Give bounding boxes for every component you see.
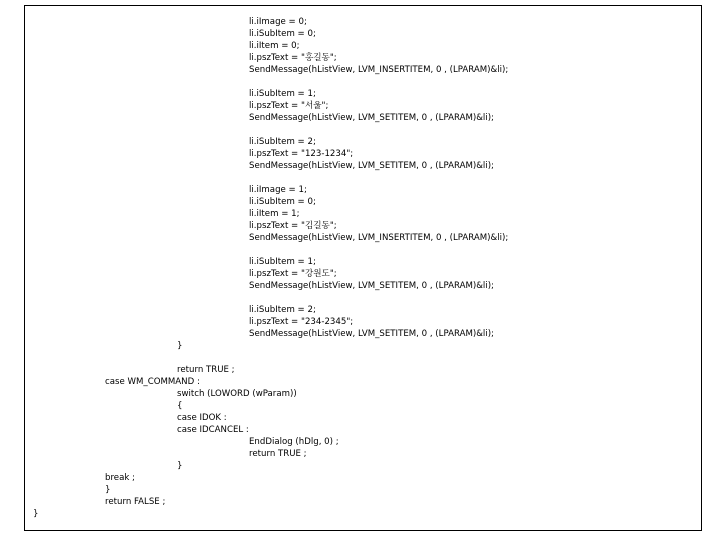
code-line: case IDCANCEL : xyxy=(177,425,249,435)
code-line: li.iSubItem = 0; xyxy=(249,197,316,207)
code-line: case WM_COMMAND : xyxy=(105,377,200,387)
code-line: } xyxy=(33,509,39,519)
code-line: li.iItem = 1; xyxy=(249,209,300,219)
code-line: li.iImage = 1; xyxy=(249,185,307,195)
code-line: li.pszText = "강원도"; xyxy=(249,269,337,279)
code-listing xyxy=(25,6,701,530)
code-line: li.pszText = "김길동"; xyxy=(249,221,337,231)
code-line: li.iSubItem = 2; xyxy=(249,137,316,147)
code-line: li.pszText = "123-1234"; xyxy=(249,149,354,159)
code-line: SendMessage(hListView, LVM_SETITEM, 0 , (LPARAM)&li); xyxy=(249,113,494,123)
code-line: li.iSubItem = 1; xyxy=(249,257,316,267)
code-line: li.iSubItem = 2; xyxy=(249,305,316,315)
code-line: SendMessage(hListView, LVM_SETITEM, 0 , (LPARAM)&li); xyxy=(249,161,494,171)
code-line: break ; xyxy=(105,473,135,483)
code-line: SendMessage(hListView, LVM_INSERTITEM, 0 , (LPARAM)&li); xyxy=(249,233,509,243)
code-line: return FALSE ; xyxy=(105,497,166,507)
code-line: EndDialog (hDlg, 0) ; xyxy=(249,437,339,447)
code-line: } xyxy=(177,341,183,351)
code-line: case IDOK : xyxy=(177,413,227,423)
code-line: return TRUE ; xyxy=(177,365,235,375)
code-line: switch (LOWORD (wParam)) xyxy=(177,389,297,399)
code-line: SendMessage(hListView, LVM_INSERTITEM, 0 , (LPARAM)&li); xyxy=(249,65,509,75)
code-line: } xyxy=(105,485,111,495)
code-frame xyxy=(24,5,702,531)
code-line: li.pszText = "홍길동"; xyxy=(249,53,337,63)
code-line: } xyxy=(177,461,183,471)
code-line: li.iSubItem = 0; xyxy=(249,29,316,39)
code-line: li.pszText = "234-2345"; xyxy=(249,317,354,327)
code-line: li.pszText = "서울"; xyxy=(249,101,329,111)
code-line: SendMessage(hListView, LVM_SETITEM, 0 , (LPARAM)&li); xyxy=(249,329,494,339)
code-line: SendMessage(hListView, LVM_SETITEM, 0 , (LPARAM)&li); xyxy=(249,281,494,291)
code-line: return TRUE ; xyxy=(249,449,307,459)
code-line: li.iImage = 0; xyxy=(249,17,307,27)
code-line: li.iItem = 0; xyxy=(249,41,300,51)
code-line: { xyxy=(177,401,183,411)
code-line: li.iSubItem = 1; xyxy=(249,89,316,99)
